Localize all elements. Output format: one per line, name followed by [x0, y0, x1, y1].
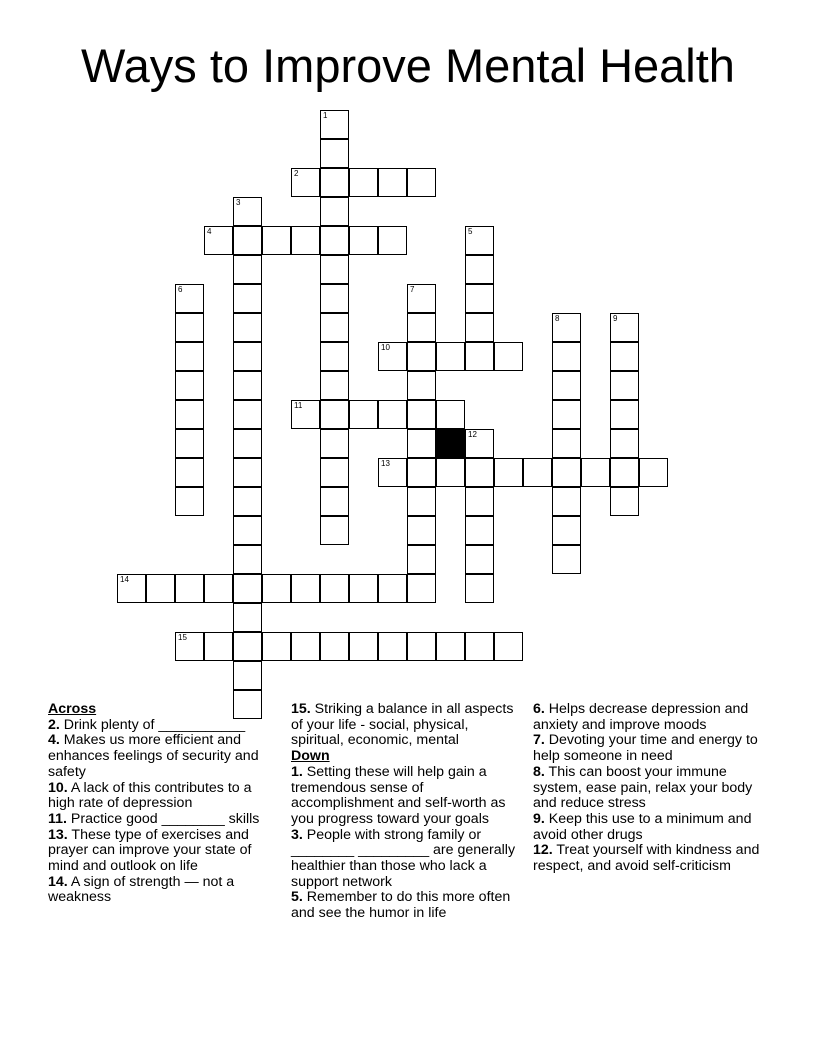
crossword-cell[interactable] [465, 226, 494, 255]
crossword-cell[interactable] [349, 574, 378, 603]
crossword-cell[interactable] [378, 458, 407, 487]
down-clue-8: 8. This can boost your immune system, ease pain, relax your body and reduce stress [533, 763, 753, 812]
crossword-cell[interactable] [204, 226, 233, 255]
crossword-cell[interactable] [320, 632, 349, 661]
crossword-cell[interactable] [552, 400, 581, 429]
crossword-cell[interactable] [233, 516, 262, 545]
crossword-cell[interactable] [262, 574, 291, 603]
across-clue-4: 4. Makes us more efficient and enhances feelings of security and safety [48, 732, 259, 780]
crossword-cell[interactable] [465, 255, 494, 284]
crossword-cell[interactable] [117, 574, 146, 603]
crossword-cell[interactable] [175, 487, 204, 516]
crossword-cell[interactable] [320, 313, 349, 342]
crossword-cell[interactable] [233, 255, 262, 284]
crossword-cell[interactable] [407, 313, 436, 342]
crossword-cell[interactable] [436, 400, 465, 429]
crossword-cell[interactable] [552, 429, 581, 458]
crossword-cell[interactable] [349, 400, 378, 429]
crossword-cell[interactable] [233, 487, 262, 516]
crossword-cell[interactable] [436, 632, 465, 661]
crossword-cell[interactable] [465, 487, 494, 516]
crossword-cell[interactable] [291, 168, 320, 197]
crossword-cell[interactable] [233, 574, 262, 603]
clues-column-1 [48, 702, 280, 906]
crossword-cell[interactable] [175, 429, 204, 458]
crossword-cell[interactable] [407, 516, 436, 545]
clue-number: 11 [294, 401, 303, 410]
crossword-cell[interactable] [291, 400, 320, 429]
crossword-cell[interactable] [204, 632, 233, 661]
crossword-cell[interactable] [407, 632, 436, 661]
crossword-cell[interactable] [262, 226, 291, 255]
crossword-cell[interactable] [233, 342, 262, 371]
down-clue-12: 12. Treat yourself with kindness and respect, and avoid self-criticism [533, 842, 760, 875]
crossword-cell[interactable] [320, 342, 349, 371]
crossword-cell[interactable] [436, 342, 465, 371]
clue-number: 13 [381, 459, 390, 468]
clue-number: 3 [236, 198, 241, 207]
crossword-cell[interactable] [639, 458, 668, 487]
crossword-cell[interactable] [233, 603, 262, 632]
black-cell [436, 429, 465, 458]
crossword-cell[interactable] [175, 400, 204, 429]
crossword-cell[interactable] [320, 516, 349, 545]
crossword-cell[interactable] [291, 574, 320, 603]
crossword-cell[interactable] [320, 429, 349, 458]
crossword-cell[interactable] [320, 371, 349, 400]
crossword-cell[interactable] [465, 516, 494, 545]
clue-number: 10 [381, 343, 390, 352]
crossword-cell[interactable] [175, 371, 204, 400]
across-clue-11: 11. Practice good ________ skills [48, 810, 260, 827]
crossword-cell[interactable] [465, 458, 494, 487]
crossword-cell[interactable] [610, 371, 639, 400]
crossword-cell[interactable] [407, 284, 436, 313]
crossword-cell[interactable] [378, 168, 407, 197]
clue-number: 8 [555, 314, 560, 323]
crossword-cell[interactable] [581, 458, 610, 487]
crossword-cell[interactable] [146, 574, 175, 603]
crossword-cell[interactable] [378, 574, 407, 603]
crossword-cell[interactable] [610, 458, 639, 487]
crossword-cell[interactable] [407, 429, 436, 458]
crossword-cell[interactable] [552, 458, 581, 487]
crossword-cell[interactable] [291, 226, 320, 255]
crossword-cell[interactable] [320, 226, 349, 255]
clue-number: 2 [294, 169, 299, 178]
crossword-cell[interactable] [378, 400, 407, 429]
crossword-cell[interactable] [552, 342, 581, 371]
crossword-cell[interactable] [175, 458, 204, 487]
page-title: Ways to Improve Mental Health [81, 39, 735, 92]
crossword-cell[interactable] [552, 545, 581, 574]
crossword-cell[interactable] [378, 342, 407, 371]
crossword-cell[interactable] [233, 313, 262, 342]
crossword-cell[interactable] [552, 487, 581, 516]
crossword-cell[interactable] [494, 458, 523, 487]
crossword-cell[interactable] [175, 313, 204, 342]
across-clue-15: 15. Striking a balance in all aspects of your life - social, physical, spiritual, economic, mental [291, 701, 514, 749]
crossword-cell[interactable] [610, 313, 639, 342]
clues-column-2 [291, 702, 517, 922]
crossword-cell[interactable] [407, 487, 436, 516]
crossword-cell[interactable] [233, 429, 262, 458]
crossword-cell[interactable] [465, 342, 494, 371]
crossword-cell[interactable] [407, 574, 436, 603]
clue-number: 14 [120, 575, 129, 584]
across-clue-2: 2. Drink plenty of ___________ [48, 716, 246, 733]
crossword-cell[interactable] [320, 197, 349, 226]
crossword-cell[interactable] [610, 342, 639, 371]
crossword-cell[interactable] [175, 632, 204, 661]
crossword-cell[interactable] [610, 400, 639, 429]
crossword-cell[interactable] [407, 371, 436, 400]
crossword-cell[interactable] [233, 400, 262, 429]
down-clue-7: 7. Devoting your time and energy to help someone in need [533, 732, 758, 765]
down-clue-5: 5. Remember to do this more often and see the humor in life [291, 889, 511, 922]
crossword-cell[interactable] [233, 458, 262, 487]
crossword-cell[interactable] [349, 632, 378, 661]
clue-number: 6 [178, 285, 183, 294]
crossword-cell[interactable] [204, 574, 233, 603]
across-clue-13: 13. These type of exercises and prayer can improve your state of mind and outlook on life [48, 826, 252, 875]
down-clue-6: 6. Helps decrease depression and anxiety and improve moods [533, 701, 749, 733]
crossword-cell[interactable] [407, 458, 436, 487]
crossword-cell[interactable] [291, 632, 320, 661]
crossword-cell[interactable] [552, 371, 581, 400]
crossword-cell[interactable] [320, 487, 349, 516]
crossword-cell[interactable] [233, 632, 262, 661]
crossword-cell[interactable] [465, 429, 494, 458]
clue-number: 9 [613, 314, 618, 323]
down-clue-9: 9. Keep this use to a minimum and avoid other drugs [533, 810, 752, 843]
clue-number: 1 [323, 111, 328, 120]
across-clue-10: 10. A lack of this contributes to a high rate of depression [48, 779, 252, 812]
crossword-cell[interactable] [465, 574, 494, 603]
crossword-cell[interactable] [378, 632, 407, 661]
crossword-cell[interactable] [233, 226, 262, 255]
crossword-cell[interactable] [175, 284, 204, 313]
crossword-cell[interactable] [407, 545, 436, 574]
crossword-cell[interactable] [378, 226, 407, 255]
crossword-cell[interactable] [233, 371, 262, 400]
crossword-cell[interactable] [407, 400, 436, 429]
clue-number: 7 [410, 285, 415, 294]
crossword-cell[interactable] [494, 632, 523, 661]
crossword-cell[interactable] [175, 342, 204, 371]
clue-number: 12 [468, 430, 477, 439]
crossword-cell[interactable] [233, 197, 262, 226]
crossword-cell[interactable] [610, 429, 639, 458]
crossword-cell[interactable] [523, 458, 552, 487]
crossword-cell[interactable] [436, 458, 465, 487]
crossword-cell[interactable] [320, 110, 349, 139]
crossword-cell[interactable] [233, 284, 262, 313]
crossword-cell[interactable] [320, 139, 349, 168]
down-clue-1: 1. Setting these will help gain a tremendous sense of accomplishment and self-worth as you progress toward your goals [291, 763, 506, 827]
across-clue-14: 14. A sign of strength — not a weakness [48, 873, 235, 906]
crossword-cell[interactable] [407, 168, 436, 197]
crossword-cell[interactable] [233, 545, 262, 574]
crossword-cell[interactable] [320, 255, 349, 284]
crossword-cell[interactable] [349, 168, 378, 197]
crossword-cell[interactable] [320, 400, 349, 429]
clues-column-3 [533, 702, 773, 875]
crossword-cell[interactable] [320, 168, 349, 197]
down-heading: Down [291, 748, 330, 765]
crossword-cell[interactable] [320, 458, 349, 487]
clue-number: 4 [207, 227, 212, 236]
crossword-cell[interactable] [320, 574, 349, 603]
crossword-cell[interactable] [262, 632, 291, 661]
crossword-cell[interactable] [349, 226, 378, 255]
crossword-cell[interactable] [320, 284, 349, 313]
crossword-cell[interactable] [233, 661, 262, 690]
crossword-cell[interactable] [465, 313, 494, 342]
clue-number: 15 [178, 633, 187, 642]
crossword-cell[interactable] [610, 487, 639, 516]
crossword-cell[interactable] [465, 545, 494, 574]
crossword-cell[interactable] [407, 342, 436, 371]
across-heading: Across [48, 701, 97, 717]
crossword-cell[interactable] [552, 516, 581, 545]
crossword-cell[interactable] [494, 342, 523, 371]
down-clue-3: 3. People with strong family or ________ _________ are generally healthier than those who lack a support network [291, 826, 516, 890]
crossword-cell[interactable] [465, 284, 494, 313]
crossword-cell[interactable] [175, 574, 204, 603]
clue-number: 5 [468, 227, 473, 236]
crossword-cell[interactable] [552, 313, 581, 342]
crossword-cell[interactable] [465, 632, 494, 661]
